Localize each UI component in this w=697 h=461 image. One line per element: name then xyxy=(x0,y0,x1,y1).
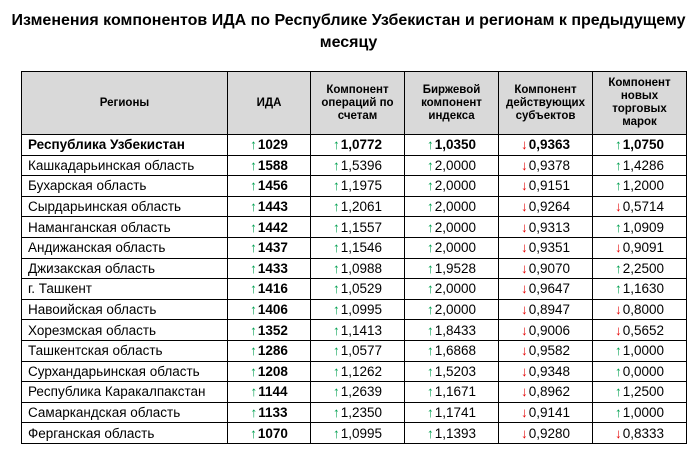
brands-value: 0,5652 xyxy=(622,322,665,338)
arrow-up-icon: ↑ xyxy=(614,178,622,194)
exchange-value: 1,6868 xyxy=(434,343,477,359)
ops-cell xyxy=(311,196,405,217)
page-title: Изменения компонентов ИДА по Республике Узбекистан и регионам к предыдущему месяцу xyxy=(11,12,686,51)
brands-value: 1,2500 xyxy=(622,384,665,400)
exchange-cell xyxy=(405,155,499,176)
exchange-value: 1,1393 xyxy=(434,425,477,441)
brands-cell xyxy=(593,196,687,217)
arrow-up-icon: ↑ xyxy=(332,240,340,256)
active-value: 0,8947 xyxy=(528,302,571,318)
region-name-cell: Бухарская область xyxy=(22,176,228,197)
ida-value: 1442 xyxy=(257,219,288,235)
exchange-value: 2,0000 xyxy=(434,240,477,256)
active-value: 0,9264 xyxy=(528,199,571,215)
arrow-up-icon: ↑ xyxy=(614,137,622,153)
ida-value: 1588 xyxy=(257,157,288,173)
active-value: 0,9006 xyxy=(528,322,571,338)
arrow-down-icon: ↓ xyxy=(520,281,528,297)
exchange-value: 1,8433 xyxy=(434,322,477,338)
table-row xyxy=(22,155,687,176)
brands-value: 1,0000 xyxy=(622,405,665,421)
ida-value: 1286 xyxy=(257,343,288,359)
active-cell xyxy=(499,423,593,444)
arrow-up-icon: ↑ xyxy=(250,322,257,338)
active-cell xyxy=(499,279,593,300)
region-name-cell: Навоийская область xyxy=(22,299,228,320)
active-cell xyxy=(499,135,593,156)
arrow-up-icon: ↑ xyxy=(250,137,257,153)
brands-value: 2,2500 xyxy=(622,260,665,276)
brands-cell xyxy=(593,402,687,423)
arrow-up-icon: ↑ xyxy=(426,302,434,318)
arrow-up-icon: ↑ xyxy=(614,281,622,297)
ida-cell xyxy=(228,217,311,238)
ida-value: 1443 xyxy=(257,199,288,215)
arrow-up-icon: ↑ xyxy=(426,199,434,215)
region-name-cell: Сырдарьинская область xyxy=(22,196,228,217)
ops-cell xyxy=(311,217,405,238)
region-name-cell: Республика Каракалпакстан xyxy=(22,382,228,403)
brands-cell xyxy=(593,237,687,258)
ops-cell xyxy=(311,155,405,176)
ops-cell xyxy=(311,320,405,341)
ops-value: 1,0577 xyxy=(340,343,383,359)
table-row xyxy=(22,320,687,341)
exchange-cell xyxy=(405,258,499,279)
arrow-up-icon: ↑ xyxy=(426,281,434,297)
arrow-up-icon: ↑ xyxy=(250,425,257,441)
arrow-up-icon: ↑ xyxy=(250,302,257,318)
ops-cell xyxy=(311,423,405,444)
arrow-up-icon: ↑ xyxy=(332,178,340,194)
arrow-up-icon: ↑ xyxy=(614,384,622,400)
region-name-cell: г. Ташкент xyxy=(22,279,228,300)
brands-cell xyxy=(593,382,687,403)
ops-value: 1,0772 xyxy=(340,137,383,153)
brands-cell xyxy=(593,423,687,444)
ops-value: 1,0995 xyxy=(340,425,383,441)
table-header-row xyxy=(22,72,687,135)
table-row xyxy=(22,423,687,444)
arrow-down-icon: ↓ xyxy=(520,302,528,318)
arrow-up-icon: ↑ xyxy=(250,157,257,173)
arrow-up-icon: ↑ xyxy=(614,260,622,276)
ops-cell xyxy=(311,258,405,279)
region-name-cell: Сурхандарьинская область xyxy=(22,361,228,382)
arrow-down-icon: ↓ xyxy=(520,137,528,153)
arrow-down-icon: ↓ xyxy=(520,178,528,194)
ida-value: 1029 xyxy=(257,137,288,153)
exchange-cell xyxy=(405,320,499,341)
brands-value: 0,8333 xyxy=(622,425,665,441)
brands-value: 1,1630 xyxy=(622,281,665,297)
arrow-up-icon: ↑ xyxy=(332,302,340,318)
ida-cell xyxy=(228,299,311,320)
arrow-up-icon: ↑ xyxy=(250,343,257,359)
brands-cell xyxy=(593,320,687,341)
arrow-up-icon: ↑ xyxy=(332,219,340,235)
arrow-up-icon: ↑ xyxy=(250,363,257,379)
arrow-down-icon: ↓ xyxy=(520,219,528,235)
table-row xyxy=(22,237,687,258)
arrow-up-icon: ↑ xyxy=(426,405,434,421)
exchange-cell xyxy=(405,299,499,320)
arrow-up-icon: ↑ xyxy=(332,199,340,215)
arrow-up-icon: ↑ xyxy=(332,322,340,338)
arrow-up-icon: ↑ xyxy=(250,281,257,297)
arrow-down-icon: ↓ xyxy=(614,302,622,318)
active-value: 0,9313 xyxy=(528,219,571,235)
arrow-down-icon: ↓ xyxy=(520,405,528,421)
arrow-up-icon: ↑ xyxy=(426,343,434,359)
table-row xyxy=(22,340,687,361)
arrow-up-icon: ↑ xyxy=(614,343,622,359)
ida-cell xyxy=(228,423,311,444)
arrow-up-icon: ↑ xyxy=(250,260,257,276)
ida-value: 1437 xyxy=(257,240,288,256)
region-name-cell: Самаркандская область xyxy=(22,402,228,423)
ida-cell xyxy=(228,340,311,361)
exchange-cell xyxy=(405,382,499,403)
table-row xyxy=(22,258,687,279)
arrow-up-icon: ↑ xyxy=(426,178,434,194)
exchange-value: 2,0000 xyxy=(434,199,477,215)
ida-cell xyxy=(228,155,311,176)
arrow-up-icon: ↑ xyxy=(250,240,257,256)
arrow-down-icon: ↓ xyxy=(520,157,528,173)
brands-value: 1,2000 xyxy=(622,178,665,194)
arrow-down-icon: ↓ xyxy=(614,199,622,215)
brands-cell xyxy=(593,361,687,382)
arrow-up-icon: ↑ xyxy=(332,157,340,173)
arrow-up-icon: ↑ xyxy=(426,425,434,441)
active-cell xyxy=(499,320,593,341)
arrow-down-icon: ↓ xyxy=(520,384,528,400)
brands-cell xyxy=(593,279,687,300)
arrow-up-icon: ↑ xyxy=(426,363,434,379)
region-name-cell: Андижанская область xyxy=(22,237,228,258)
arrow-down-icon: ↓ xyxy=(520,199,528,215)
region-name-cell: Джизакская область xyxy=(22,258,228,279)
exchange-value: 2,0000 xyxy=(434,178,477,194)
active-value: 0,9378 xyxy=(528,157,571,173)
arrow-up-icon: ↑ xyxy=(332,343,340,359)
header-active: Компонент действующих субъектов xyxy=(499,72,593,135)
table-row xyxy=(22,176,687,197)
arrow-up-icon: ↑ xyxy=(250,219,257,235)
table-row xyxy=(22,361,687,382)
arrow-up-icon: ↑ xyxy=(614,157,622,173)
table-row xyxy=(22,196,687,217)
brands-cell xyxy=(593,135,687,156)
ops-value: 1,1546 xyxy=(340,240,383,256)
ops-cell xyxy=(311,279,405,300)
exchange-value: 2,0000 xyxy=(434,219,477,235)
active-cell xyxy=(499,237,593,258)
arrow-up-icon: ↑ xyxy=(426,219,434,235)
brands-cell xyxy=(593,155,687,176)
arrow-up-icon: ↑ xyxy=(250,199,257,215)
ida-value: 1144 xyxy=(258,384,288,400)
arrow-up-icon: ↑ xyxy=(332,405,340,421)
brands-cell xyxy=(593,340,687,361)
arrow-down-icon: ↓ xyxy=(520,260,528,276)
table-row xyxy=(22,279,687,300)
active-cell xyxy=(499,196,593,217)
arrow-up-icon: ↑ xyxy=(426,157,434,173)
header-ops: Компонент операций по счетам xyxy=(311,72,405,135)
ops-cell xyxy=(311,237,405,258)
exchange-cell xyxy=(405,402,499,423)
brands-value: 0,5714 xyxy=(622,199,665,215)
arrow-down-icon: ↓ xyxy=(520,425,528,441)
ops-value: 1,0988 xyxy=(340,260,383,276)
ida-cell xyxy=(228,279,311,300)
arrow-down-icon: ↓ xyxy=(520,343,528,359)
arrow-up-icon: ↑ xyxy=(426,240,434,256)
arrow-up-icon: ↑ xyxy=(332,425,340,441)
exchange-value: 1,9528 xyxy=(434,260,477,276)
active-value: 0,9363 xyxy=(528,137,571,153)
arrow-up-icon: ↑ xyxy=(426,137,434,153)
region-name-cell: Ташкентская область xyxy=(22,340,228,361)
exchange-value: 1,0350 xyxy=(434,137,477,153)
exchange-value: 2,0000 xyxy=(434,281,477,297)
exchange-cell xyxy=(405,176,499,197)
brands-cell xyxy=(593,258,687,279)
ops-cell xyxy=(311,299,405,320)
brands-value: 0,8000 xyxy=(622,302,665,318)
ida-value: 1070 xyxy=(257,425,288,441)
active-cell xyxy=(499,361,593,382)
active-cell xyxy=(499,176,593,197)
ida-cell xyxy=(228,135,311,156)
ops-cell xyxy=(311,402,405,423)
active-cell xyxy=(499,382,593,403)
active-value: 0,8962 xyxy=(528,384,571,400)
ops-cell xyxy=(311,361,405,382)
active-value: 0,9141 xyxy=(528,405,571,421)
ops-cell xyxy=(311,340,405,361)
active-cell xyxy=(499,217,593,238)
brands-value: 1,0909 xyxy=(622,219,665,235)
table-row xyxy=(22,299,687,320)
ida-cell xyxy=(228,237,311,258)
brands-value: 1,0750 xyxy=(622,137,665,153)
ops-value: 1,0529 xyxy=(340,281,383,297)
arrow-up-icon: ↑ xyxy=(250,178,257,194)
region-name-cell: Хорезмская область xyxy=(22,320,228,341)
arrow-up-icon: ↑ xyxy=(426,260,434,276)
table-body xyxy=(22,135,687,444)
region-name-cell: Республика Узбекистан xyxy=(22,135,228,156)
exchange-value: 1,5203 xyxy=(434,363,477,379)
ida-value: 1352 xyxy=(257,322,288,338)
region-name-cell: Ферганская область xyxy=(22,423,228,444)
exchange-cell xyxy=(405,237,499,258)
ida-cell xyxy=(228,320,311,341)
ida-value: 1416 xyxy=(257,281,288,297)
header-exchange: Биржевой компонент индекса xyxy=(405,72,499,135)
exchange-value: 2,0000 xyxy=(434,302,477,318)
active-value: 0,9348 xyxy=(528,363,571,379)
table-row xyxy=(22,382,687,403)
ida-value: 1433 xyxy=(257,260,288,276)
exchange-cell xyxy=(405,361,499,382)
header-ida: ИДА xyxy=(228,72,311,135)
active-cell xyxy=(499,258,593,279)
exchange-cell xyxy=(405,340,499,361)
arrow-up-icon: ↑ xyxy=(332,281,340,297)
active-cell xyxy=(499,299,593,320)
ops-value: 1,1557 xyxy=(340,219,383,235)
active-cell xyxy=(499,340,593,361)
table-row xyxy=(22,135,687,156)
ida-value: 1208 xyxy=(257,363,288,379)
arrow-down-icon: ↓ xyxy=(614,322,622,338)
arrow-up-icon: ↑ xyxy=(332,384,340,400)
active-value: 0,9280 xyxy=(528,425,571,441)
brands-value: 0,0000 xyxy=(622,363,665,379)
ida-cell xyxy=(228,382,311,403)
ida-value: 1456 xyxy=(257,178,288,194)
ida-value: 1406 xyxy=(257,302,288,318)
arrow-up-icon: ↑ xyxy=(614,219,622,235)
exchange-cell xyxy=(405,279,499,300)
arrow-up-icon: ↑ xyxy=(332,137,340,153)
arrow-up-icon: ↑ xyxy=(250,405,258,421)
ida-cell xyxy=(228,361,311,382)
arrow-down-icon: ↓ xyxy=(520,322,528,338)
ida-cell xyxy=(228,176,311,197)
arrow-up-icon: ↑ xyxy=(332,363,340,379)
ops-value: 1,2061 xyxy=(340,199,383,215)
arrow-up-icon: ↑ xyxy=(250,384,258,400)
region-name-cell: Кашкадарьинская область xyxy=(22,155,228,176)
arrow-up-icon: ↑ xyxy=(332,260,340,276)
header-region: Регионы xyxy=(22,72,228,135)
table-row xyxy=(22,217,687,238)
arrow-down-icon: ↓ xyxy=(520,363,528,379)
ops-cell xyxy=(311,135,405,156)
ops-value: 1,1262 xyxy=(340,363,383,379)
arrow-up-icon: ↑ xyxy=(426,322,434,338)
ida-cell xyxy=(228,258,311,279)
brands-cell xyxy=(593,176,687,197)
arrow-up-icon: ↑ xyxy=(426,384,434,400)
active-value: 0,9582 xyxy=(528,343,571,359)
table-row xyxy=(22,402,687,423)
active-value: 0,9070 xyxy=(528,260,571,276)
ops-value: 1,2639 xyxy=(340,384,383,400)
brands-cell xyxy=(593,217,687,238)
exchange-cell xyxy=(405,196,499,217)
ida-value: 1133 xyxy=(258,405,288,421)
ops-value: 1,0995 xyxy=(340,302,383,318)
exchange-cell xyxy=(405,135,499,156)
region-name-cell: Наманганская область xyxy=(22,217,228,238)
exchange-value: 1,1671 xyxy=(434,384,477,400)
ops-value: 1,1413 xyxy=(340,322,383,338)
header-brands: Компонент новых торговых марок xyxy=(593,72,687,135)
active-value: 0,9151 xyxy=(528,178,571,194)
ops-cell xyxy=(311,382,405,403)
arrow-up-icon: ↑ xyxy=(614,363,622,379)
ida-cell xyxy=(228,402,311,423)
arrow-up-icon: ↑ xyxy=(614,405,622,421)
ops-value: 1,2350 xyxy=(340,405,383,421)
brands-value: 1,0000 xyxy=(622,343,665,359)
active-cell xyxy=(499,155,593,176)
ops-cell xyxy=(311,176,405,197)
arrow-down-icon: ↓ xyxy=(520,240,528,256)
exchange-cell xyxy=(405,423,499,444)
exchange-value: 1,1741 xyxy=(434,405,477,421)
ida-components-table xyxy=(21,71,687,444)
active-value: 0,9647 xyxy=(528,281,571,297)
ops-value: 1,1975 xyxy=(340,178,383,194)
active-value: 0,9351 xyxy=(528,240,571,256)
brands-value: 0,9091 xyxy=(622,240,665,256)
exchange-cell xyxy=(405,217,499,238)
ops-value: 1,5396 xyxy=(340,157,383,173)
ida-cell xyxy=(228,196,311,217)
exchange-value: 2,0000 xyxy=(434,157,477,173)
brands-cell xyxy=(593,299,687,320)
arrow-down-icon: ↓ xyxy=(614,425,622,441)
arrow-down-icon: ↓ xyxy=(614,240,622,256)
brands-value: 1,4286 xyxy=(622,157,665,173)
active-cell xyxy=(499,402,593,423)
